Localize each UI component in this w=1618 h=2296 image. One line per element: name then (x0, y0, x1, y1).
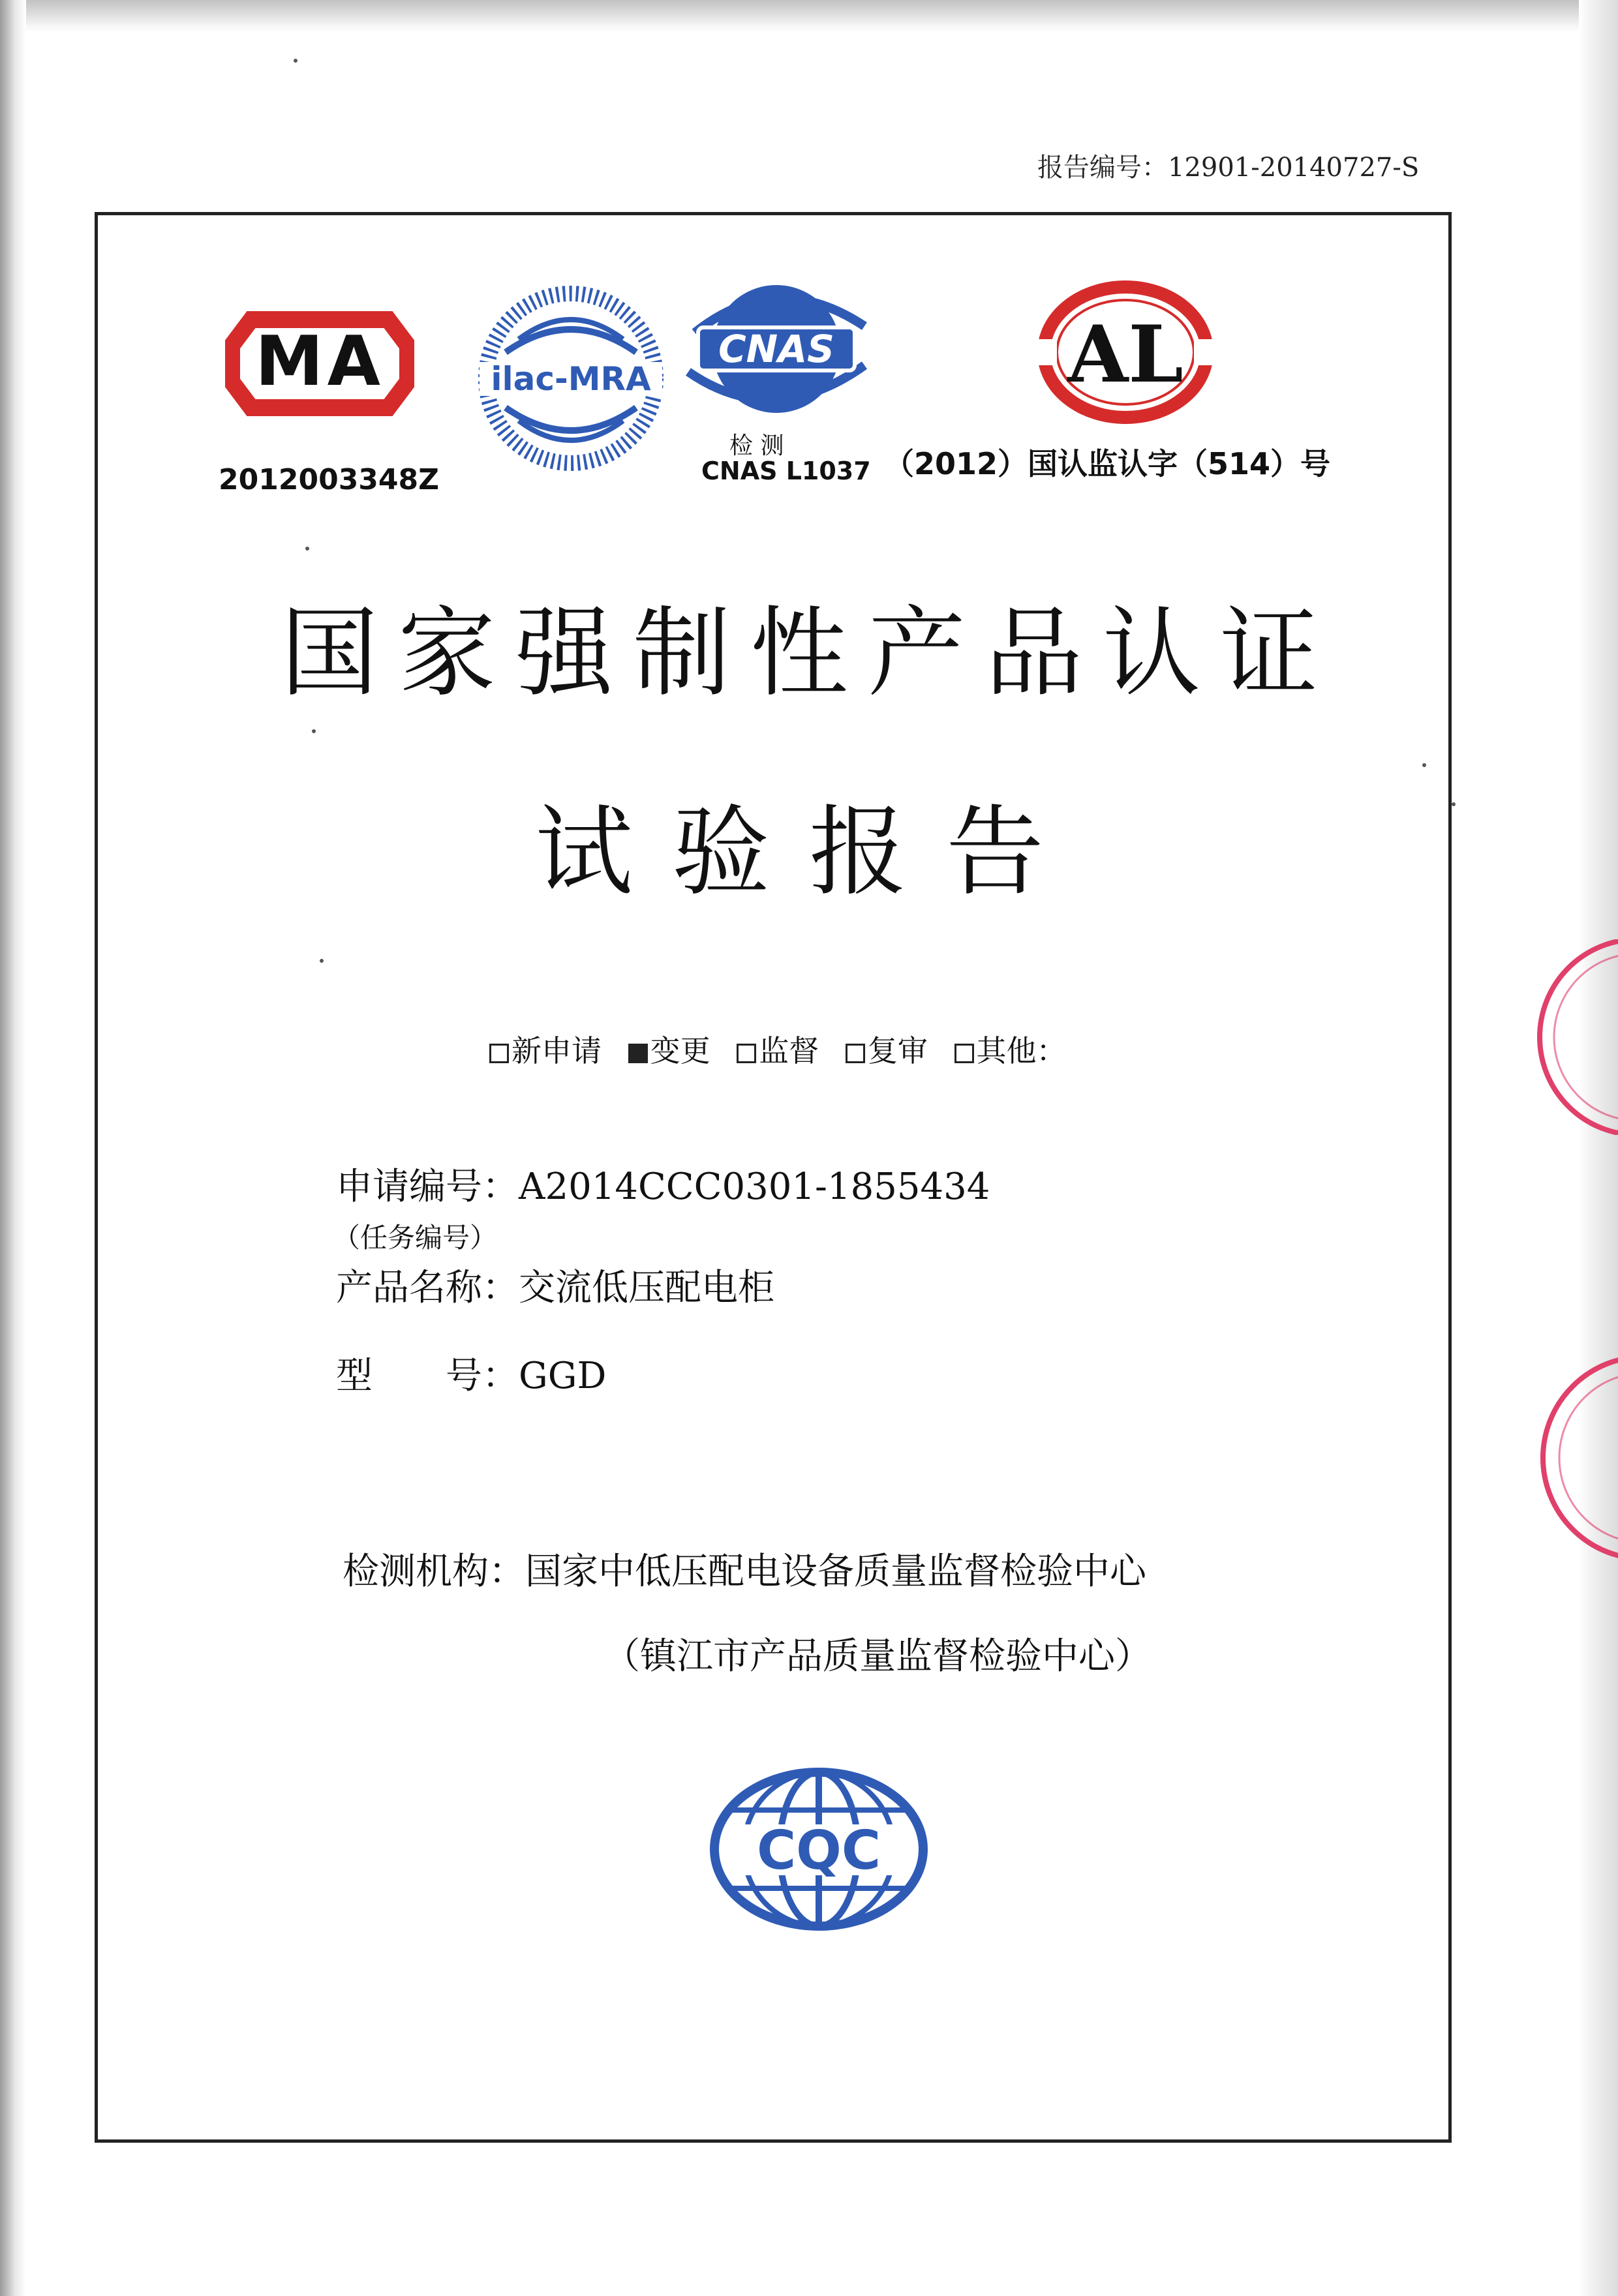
task-number-note: （任务编号） (333, 1222, 498, 1254)
cal-approval-number: （2012）国认监认字（514）号 (884, 446, 1331, 481)
cma-logo (225, 307, 414, 421)
report-title-sub: 试验报告 (534, 796, 1083, 909)
svg-text:AL: AL (1067, 309, 1183, 400)
option-change: 变更 (628, 1033, 710, 1068)
red-seal-partial-1 (1520, 939, 1618, 1138)
product-name-label: 产品名称： (336, 1267, 519, 1309)
checkbox-new-application (489, 1044, 509, 1063)
scan-speck (1452, 802, 1456, 806)
option-new-application: 新申请 (489, 1033, 602, 1068)
cnas-caption-test: 检 测 (729, 432, 784, 459)
application-type-options (489, 1027, 1084, 1070)
cnas-logo (675, 274, 878, 424)
testing-organization-label: 检测机构： (343, 1550, 525, 1593)
scan-shadow-top (0, 0, 1618, 33)
option-review: 复审 (846, 1033, 928, 1068)
report-title-main: 国家强制性产品认证 (280, 597, 1337, 710)
checkbox-supervision (737, 1044, 756, 1063)
application-number-label: 申请编号： (336, 1166, 519, 1208)
checkbox-other (954, 1044, 974, 1063)
testing-organization-alt-name: （镇江市产品质量监督检验中心） (603, 1635, 1152, 1678)
red-seal-partial-2 (1520, 1357, 1618, 1562)
testing-organization-row (343, 1543, 1146, 1595)
scan-speck (1422, 763, 1426, 767)
model-row (336, 1347, 606, 1399)
cma-number: 2012003348Z (219, 463, 440, 496)
checkbox-change-checked (628, 1044, 648, 1063)
option-supervision: 监督 (737, 1033, 819, 1068)
cqc-logo (708, 1764, 930, 1934)
product-name-value: 交流低压配电柜 (519, 1267, 774, 1309)
svg-text:ilac-MRA: ilac-MRA (491, 360, 651, 398)
model-value: GGD (519, 1355, 607, 1397)
scan-shadow-right (1579, 0, 1618, 2296)
scan-speck (294, 59, 298, 63)
scan-speck (320, 959, 324, 963)
ilac-mra-logo (476, 280, 665, 476)
model-label: 型 号： (336, 1355, 519, 1397)
scan-shadow-left (0, 0, 26, 2296)
report-number: 报告编号：12901-20140727-S (1037, 153, 1420, 183)
scan-speck (312, 729, 316, 733)
svg-text:MA: MA (255, 322, 384, 401)
option-other: 其他： (954, 1033, 1067, 1068)
svg-text:CQC: CQC (756, 1820, 881, 1882)
checkbox-review (846, 1044, 865, 1063)
testing-organization-value: 国家中低压配电设备质量监督检验中心 (525, 1550, 1146, 1593)
cnas-number: CNAS L1037 (701, 457, 871, 485)
application-number-row (336, 1158, 990, 1210)
application-number-value: A2014CCC0301-1855434 (519, 1166, 990, 1208)
scan-speck (305, 547, 309, 551)
product-name-row (336, 1259, 774, 1311)
svg-text:CNAS: CNAS (718, 327, 834, 371)
cal-logo (1031, 274, 1220, 430)
